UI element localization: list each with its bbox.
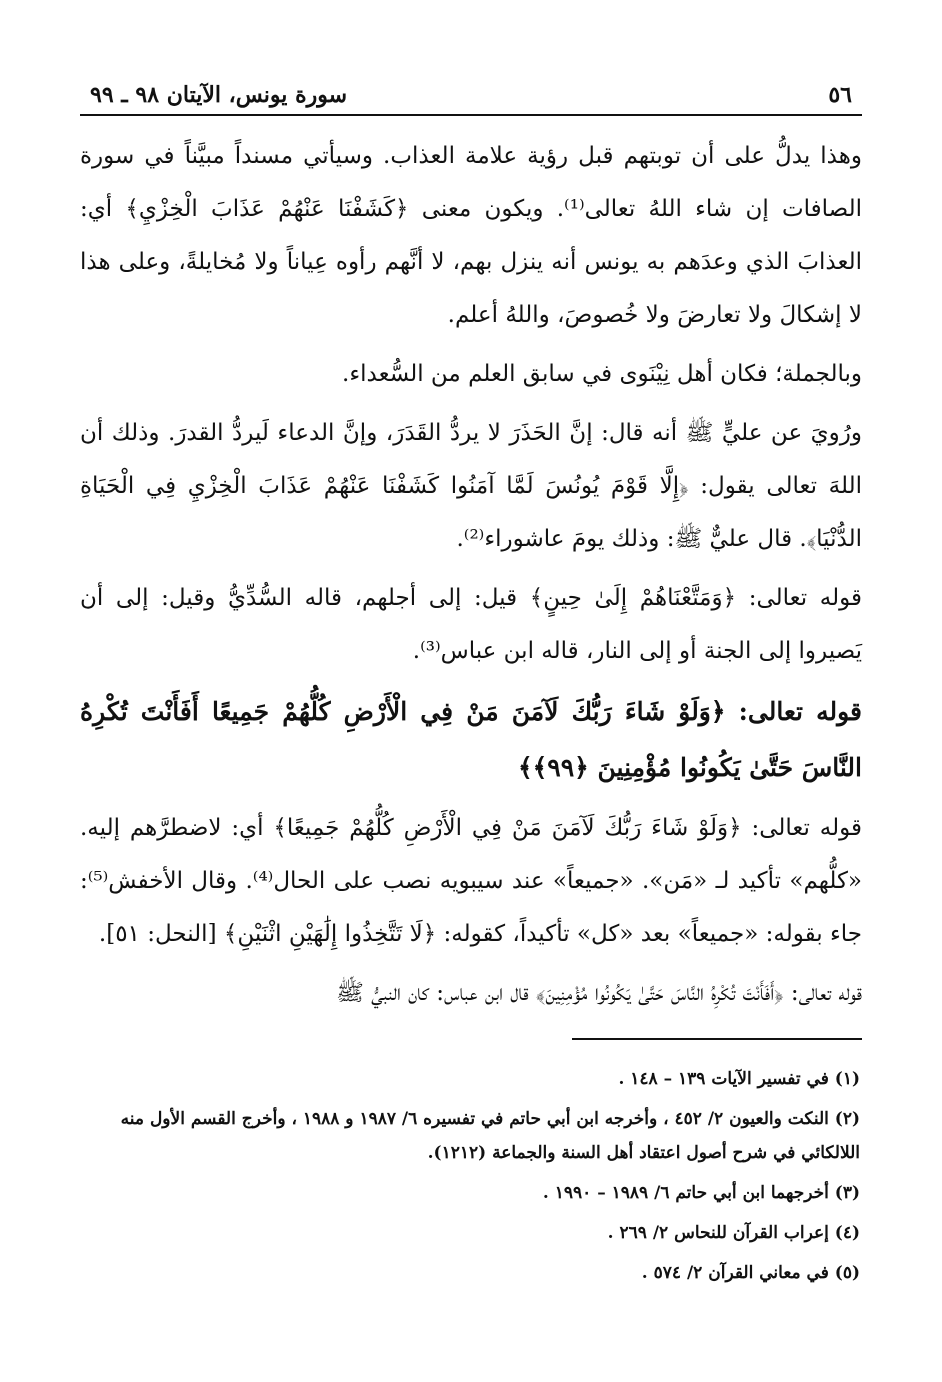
footnote-divider — [572, 1038, 862, 1040]
verse-heading: قوله تعالى: ﴿وَلَوْ شَاءَ رَبُّكَ لَآمَنَ مَنْ فِي الْأَرْضِ كُلُّهُمْ جَمِيعًا أَفَأَنْتَ تُكْرِهُ النَّاسَ حَتَّىٰ يَكُونُوا مُؤْمِنِينَ ﴿٩٩﴾﴾ — [80, 697, 862, 782]
paragraph-5: قوله تعالى: ﴿وَلَوْ شَاءَ رَبُّكَ لَآمَنَ مَنْ فِي الْأَرْضِ كُلُّهُمْ جَمِيعًا﴾ أي: لاضطرَّهم إليه. «كلُّهم» تأكيد لـ «مَن». «جميعاً» عند سيبويه نصب على الحال⁽⁴⁾. وقال الأخفش⁽⁵⁾: جاء بقوله: «جميعاً» بعد «كل» تأكيداً، كقوله: ﴿لَا تَتَّخِذُوا إِلَٰهَيْنِ اثْنَيْنِ﴾ [النحل: ٥١]. — [80, 815, 863, 947]
footnote-3: (٣) أخرجهما ابن أبي حاتم ٦/ ١٩٨٩ – ١٩٩٠ . — [542, 1183, 860, 1203]
footnote-1: (١) في تفسير الآيات ١٣٩ – ١٤٨ . — [618, 1069, 860, 1089]
paragraph-6: قوله تعالى: ﴿أَفَأَنْتَ تُكْرِهُ النَّاسَ حَتَّىٰ يَكُونُوا مُؤْمِنِينَ﴾ قال ابن عباس: كان النبيُّ ﷺ — [336, 980, 862, 1006]
main-text — [80, 130, 862, 1020]
paragraph-4: قوله تعالى: ﴿وَمَتَّعْنَاهُمْ إِلَىٰ حِينٍ﴾ قيل: إلى أجلهم، قاله السُّدِّيُّ وقيل: إلى أن يَصيروا إلى الجنة أو إلى النار، قاله ابن عباس⁽³⁾. — [80, 585, 862, 664]
page-header — [80, 82, 862, 116]
paragraph-3: ورُويَ عن عليٍّ ﷺ أنه قال: إنَّ الحَذَرَ لا يردُّ القَدَرَ، وإنَّ الدعاء لَيردُّ القدرَ. وذلك أن اللهَ تعالى يقول: ﴿إِلَّا قَوْمَ يُونُسَ لَمَّا آمَنُوا كَشَفْنَا عَنْهُمْ عَذَابَ الْخِزْيِ فِي الْحَيَاةِ الدُّنْيَا﴾. قال عليٌّ ﷺ: وذلك يومَ عاشوراء⁽²⁾. — [80, 420, 863, 552]
footnote-2: (٢) النكت والعيون ٢/ ٤٥٢ ، وأخرجه ابن أبي حاتم في تفسيره ٦/ ١٩٨٧ و ١٩٨٨ ، وأخرج القسم الأول منه اللالكائي في شرح أصول اعتقاد أهل السنة والجماعة (١٢١٢). — [120, 1109, 860, 1163]
footnote-5: (٥) في معاني القرآن ٢/ ٥٧٤ . — [641, 1263, 860, 1283]
running-title: سورة يونس، الآيتان ٩٨ ـ ٩٩ — [90, 82, 348, 108]
paragraph-2: وبالجملة؛ فكان أهل نِيْنَوى في سابق العلم من السُّعداء. — [342, 361, 862, 387]
footnote-4: (٤) إعراب القرآن للنحاس ٢/ ٢٦٩ . — [607, 1223, 860, 1243]
footnotes-list — [80, 1062, 862, 1290]
paragraph-1: وهذا يدلُّ على أن توبتهم قبل رؤية علامة العذاب. وسيأتي مسنداً مبيَّناً في سورة الصافات إن شاء اللهُ تعالى⁽¹⁾. ويكون معنى ﴿كَشَفْنَا عَنْهُمْ عَذَابَ الْخِزْيِ﴾ أي: العذابَ الذي وعدَهم به يونس أنه ينزل بهم، لا أنَّهم رأوه عِياناً ولا مُخايلةً، وعلى هذا لا إشكالَ ولا تعارضَ ولا خُصوصَ، واللهُ أعلم. — [80, 143, 862, 328]
page-number: ٥٦ — [828, 82, 852, 108]
footnotes-section — [80, 1038, 862, 1290]
